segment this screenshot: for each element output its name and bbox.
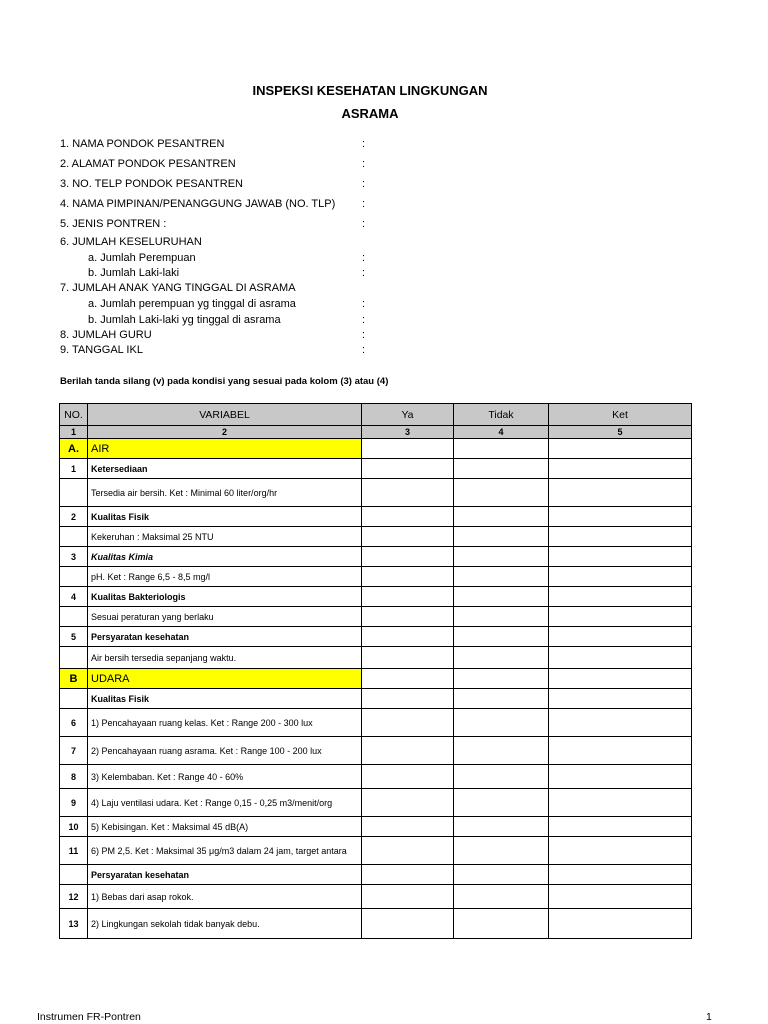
row-variabel: Kualitas Fisik	[88, 689, 362, 709]
colon: :	[362, 329, 366, 341]
tidak-cell[interactable]	[454, 527, 549, 547]
ya-cell[interactable]	[362, 737, 454, 765]
tidak-cell[interactable]	[454, 817, 549, 837]
colon: :	[362, 218, 366, 230]
tidak-cell[interactable]	[454, 737, 549, 765]
ya-cell[interactable]	[362, 885, 454, 909]
ya-cell[interactable]	[362, 865, 454, 885]
ya-cell[interactable]	[362, 689, 454, 709]
ya-cell[interactable]	[362, 507, 454, 527]
field-tanggal-ikl: 9. TANGGAL IKL	[60, 344, 143, 356]
inspection-table	[59, 403, 692, 939]
row-no: 8	[60, 765, 88, 789]
field-jumlah-anak-asrama: 7. JUMLAH ANAK YANG TINGGAL DI ASRAMA	[60, 282, 296, 294]
ket-cell[interactable]	[549, 865, 692, 885]
table-row	[60, 647, 692, 669]
table-row	[60, 567, 692, 587]
tidak-cell[interactable]	[454, 765, 549, 789]
row-variabel: AIR	[88, 439, 362, 459]
ya-cell[interactable]	[362, 647, 454, 669]
row-no: 7	[60, 737, 88, 765]
table-row	[60, 885, 692, 909]
table-row	[60, 547, 692, 567]
document-title: INSPEKSI KESEHATAN LINGKUNGAN	[252, 83, 488, 98]
row-no: 5	[60, 627, 88, 647]
row-variabel: 5) Kebisingan. Ket : Maksimal 45 dB(A)	[88, 817, 362, 837]
row-no	[60, 689, 88, 709]
field-jumlah-perempuan: a. Jumlah Perempuan	[88, 252, 196, 264]
header-tidak: Tidak	[454, 404, 549, 426]
row-no	[60, 865, 88, 885]
row-no: A.	[60, 439, 88, 459]
tidak-cell[interactable]	[454, 647, 549, 669]
ket-cell[interactable]	[549, 647, 692, 669]
field-alamat: 2. ALAMAT PONDOK PESANTREN	[60, 158, 236, 170]
tidak-cell[interactable]	[454, 627, 549, 647]
colon: :	[362, 314, 366, 326]
ket-cell[interactable]	[549, 527, 692, 547]
tidak-cell[interactable]	[454, 885, 549, 909]
table-header-row	[60, 404, 692, 426]
ya-cell[interactable]	[362, 479, 454, 507]
tidak-cell[interactable]	[454, 587, 549, 607]
table-row	[60, 459, 692, 479]
row-variabel: Kualitas Bakteriologis	[88, 587, 362, 607]
row-variabel: 6) PM 2,5. Ket : Maksimal 35 μg/m3 dalam 24 jam, target antara	[88, 837, 362, 865]
row-no: 12	[60, 885, 88, 909]
row-variabel: Kualitas Fisik	[88, 507, 362, 527]
tidak-cell[interactable]	[454, 909, 549, 939]
tidak-cell[interactable]	[454, 865, 549, 885]
table-row	[60, 527, 692, 547]
ya-cell[interactable]	[362, 669, 454, 689]
field-telp: 3. NO. TELP PONDOK PESANTREN	[60, 178, 243, 190]
row-variabel: Air bersih tersedia sepanjang waktu.	[88, 647, 362, 669]
tidak-cell[interactable]	[454, 479, 549, 507]
row-no: 6	[60, 709, 88, 737]
tidak-cell[interactable]	[454, 669, 549, 689]
row-no	[60, 527, 88, 547]
table-row	[60, 789, 692, 817]
tidak-cell[interactable]	[454, 507, 549, 527]
colon: :	[362, 344, 366, 356]
row-variabel: Persyaratan kesehatan	[88, 865, 362, 885]
ya-cell[interactable]	[362, 709, 454, 737]
table-row	[60, 607, 692, 627]
ket-cell[interactable]	[549, 627, 692, 647]
field-jumlah-laki: b. Jumlah Laki-laki	[88, 267, 180, 279]
ya-cell[interactable]	[362, 765, 454, 789]
table-row	[60, 837, 692, 865]
colon: :	[362, 198, 366, 210]
row-variabel: UDARA	[88, 669, 362, 689]
tidak-cell[interactable]	[454, 547, 549, 567]
row-no	[60, 479, 88, 507]
ket-cell[interactable]	[549, 789, 692, 817]
colnum: 1	[60, 426, 88, 439]
row-no: 9	[60, 789, 88, 817]
ket-cell[interactable]	[549, 507, 692, 527]
table-colnum-row	[60, 426, 692, 439]
table-row	[60, 765, 692, 789]
ket-cell[interactable]	[549, 459, 692, 479]
footer-page-number: 1	[706, 1011, 712, 1023]
colon: :	[362, 298, 366, 310]
footer-document-name: Instrumen FR-Pontren	[37, 1011, 141, 1023]
field-jumlah-keseluruhan: 6. JUMLAH KESELURUHAN	[60, 236, 202, 248]
ya-cell[interactable]	[362, 627, 454, 647]
row-no: B	[60, 669, 88, 689]
row-variabel: 3) Kelembaban. Ket : Range 40 - 60%	[88, 765, 362, 789]
ket-cell[interactable]	[549, 587, 692, 607]
row-no: 1	[60, 459, 88, 479]
row-no: 2	[60, 507, 88, 527]
field-perempuan-asrama: a. Jumlah perempuan yg tinggal di asrama	[88, 298, 296, 310]
ya-cell[interactable]	[362, 817, 454, 837]
colon: :	[362, 158, 366, 170]
colnum: 2	[88, 426, 362, 439]
table-row	[60, 587, 692, 607]
ket-cell[interactable]	[549, 547, 692, 567]
field-laki-asrama: b. Jumlah Laki-laki yg tinggal di asrama	[88, 314, 281, 326]
ket-cell[interactable]	[549, 709, 692, 737]
colon: :	[362, 138, 366, 150]
document-subtitle: ASRAMA	[341, 106, 399, 121]
row-variabel: 1) Pencahayaan ruang kelas. Ket : Range 200 - 300 lux	[88, 709, 362, 737]
row-variabel: 4) Laju ventilasi udara. Ket : Range 0,15 - 0,25 m3/menit/org	[88, 789, 362, 817]
row-variabel: Ketersediaan	[88, 459, 362, 479]
colnum: 5	[549, 426, 692, 439]
row-no: 4	[60, 587, 88, 607]
ya-cell[interactable]	[362, 567, 454, 587]
colon: :	[362, 252, 366, 264]
ya-cell[interactable]	[362, 607, 454, 627]
header-ket: Ket	[549, 404, 692, 426]
tidak-cell[interactable]	[454, 607, 549, 627]
ya-cell[interactable]	[362, 837, 454, 865]
field-jenis: 5. JENIS PONTREN :	[60, 218, 167, 230]
colon: :	[362, 267, 366, 279]
ya-cell[interactable]	[362, 587, 454, 607]
table-row	[60, 817, 692, 837]
ket-cell[interactable]	[549, 439, 692, 459]
tidak-cell[interactable]	[454, 439, 549, 459]
section-row-udara	[60, 669, 692, 689]
ya-cell[interactable]	[362, 459, 454, 479]
section-row-air	[60, 439, 692, 459]
table-row	[60, 689, 692, 709]
ket-cell[interactable]	[549, 765, 692, 789]
table-row	[60, 507, 692, 527]
ket-cell[interactable]	[549, 479, 692, 507]
ket-cell[interactable]	[549, 885, 692, 909]
ya-cell[interactable]	[362, 547, 454, 567]
table-row	[60, 865, 692, 885]
ket-cell[interactable]	[549, 567, 692, 587]
ket-cell[interactable]	[549, 607, 692, 627]
ket-cell[interactable]	[549, 837, 692, 865]
header-no: NO.	[60, 404, 88, 426]
tidak-cell[interactable]	[454, 709, 549, 737]
table-row	[60, 479, 692, 507]
row-variabel: Kekeruhan : Maksimal 25 NTU	[88, 527, 362, 547]
field-jumlah-guru: 8. JUMLAH GURU	[60, 329, 152, 341]
ket-cell[interactable]	[549, 909, 692, 939]
row-no: 10	[60, 817, 88, 837]
tidak-cell[interactable]	[454, 567, 549, 587]
ket-cell[interactable]	[549, 737, 692, 765]
row-no: 13	[60, 909, 88, 939]
tidak-cell[interactable]	[454, 837, 549, 865]
tidak-cell[interactable]	[454, 459, 549, 479]
row-variabel: 2) Lingkungan sekolah tidak banyak debu.	[88, 909, 362, 939]
ket-cell[interactable]	[549, 689, 692, 709]
header-ya: Ya	[362, 404, 454, 426]
field-nama-pondok: 1. NAMA PONDOK PESANTREN	[60, 138, 225, 150]
row-variabel: Sesuai peraturan yang berlaku	[88, 607, 362, 627]
ya-cell[interactable]	[362, 527, 454, 547]
row-variabel: Tersedia air bersih. Ket : Minimal 60 liter/org/hr	[88, 479, 362, 507]
colon: :	[362, 178, 366, 190]
row-no: 3	[60, 547, 88, 567]
ya-cell[interactable]	[362, 439, 454, 459]
row-variabel: 2) Pencahayaan ruang asrama. Ket : Range 100 - 200 lux	[88, 737, 362, 765]
row-variabel: Persyaratan kesehatan	[88, 627, 362, 647]
table-row	[60, 627, 692, 647]
header-variabel: VARIABEL	[88, 404, 362, 426]
table-row	[60, 909, 692, 939]
row-no: 11	[60, 837, 88, 865]
row-no	[60, 647, 88, 669]
colnum: 4	[454, 426, 549, 439]
table-row	[60, 737, 692, 765]
ya-cell[interactable]	[362, 909, 454, 939]
table-row	[60, 709, 692, 737]
colnum: 3	[362, 426, 454, 439]
instruction-text: Berilah tanda silang (v) pada kondisi yang sesuai pada kolom (3) atau (4)	[60, 376, 389, 387]
ket-cell[interactable]	[549, 817, 692, 837]
row-variabel: 1) Bebas dari asap rokok.	[88, 885, 362, 909]
ket-cell[interactable]	[549, 669, 692, 689]
ya-cell[interactable]	[362, 789, 454, 817]
row-variabel: pH. Ket : Range 6,5 - 8,5 mg/l	[88, 567, 362, 587]
tidak-cell[interactable]	[454, 789, 549, 817]
row-no	[60, 567, 88, 587]
tidak-cell[interactable]	[454, 689, 549, 709]
row-no	[60, 607, 88, 627]
field-pimpinan: 4. NAMA PIMPINAN/PENANGGUNG JAWAB (NO. TLP)	[60, 198, 336, 210]
row-variabel: Kualitas Kimia	[88, 547, 362, 567]
